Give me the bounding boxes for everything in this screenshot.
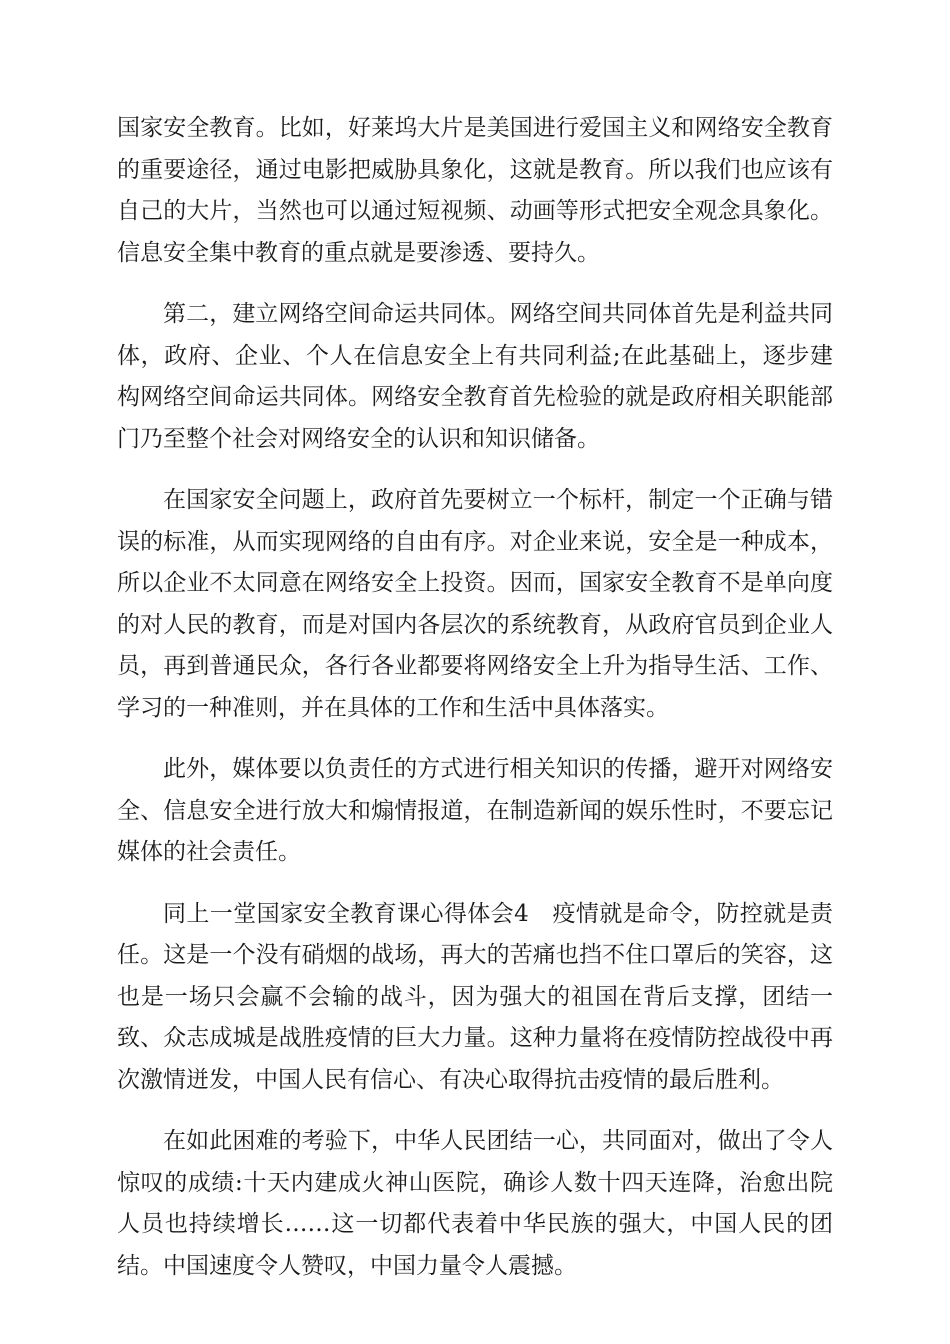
- paragraph-continuation: 国家安全教育。比如，好莱坞大片是美国进行爱国主义和网络安全教育的重要途径，通过电影把威胁具象化，这就是教育。所以我们也应该有自己的大片，当然也可以通过短视频、动画等形式把安全观念具象化。信息安全集中教育的重点就是要渗透、要持久。: [117, 115, 833, 266]
- paragraph-essay-4-intro: 同上一堂国家安全教育课心得体会4 疫情就是命令，防控就是责任。这是一个没有硝烟的战场，再大的苦痛也挡不住口罩后的笑容，这也是一场只会赢不会输的战斗，因为强大的祖国在背后支撑，团结一致、众志成城是战胜疫情的巨大力量。这种力量将在疫情防控战役中再次激情迸发，中国人民有信心、有决心取得抗击疫情的最后胜利。: [117, 900, 833, 1093]
- paragraph-china-achievements: 在如此困难的考验下，中华人民团结一心，共同面对，做出了令人惊叹的成绩:十天内建成火神山医院，确诊人数十四天连降，治愈出院人员也持续增长……这一切都代表着中华民族的强大，中国人民的团结。中国速度令人赞叹，中国力量令人震撼。: [117, 1128, 833, 1279]
- paragraph-media-responsibility: 此外，媒体要以负责任的方式进行相关知识的传播，避开对网络安全、信息安全进行放大和煽情报道，在制造新闻的娱乐性时，不要忘记媒体的社会责任。: [117, 756, 833, 865]
- paragraph-government-standard: 在国家安全问题上，政府首先要树立一个标杆，制定一个正确与错误的标准，从而实现网络的自由有序。对企业来说，安全是一种成本，所以企业不太同意在网络安全上投资。因而，国家安全教育不是单向度的对人民的教育，而是对国内各层次的系统教育，从政府官员到企业人员，再到普通民众，各行各业都要将网络安全上升为指导生活、工作、学习的一种准则，并在具体的工作和生活中具体落实。: [117, 487, 833, 721]
- document-page: [117, 108, 833, 1307]
- paragraph-cyberspace-community: 第二，建立网络空间命运共同体。网络空间共同体首先是利益共同体，政府、企业、个人在信息安全上有共同利益;在此基础上，逐步建构网络空间命运共同体。网络安全教育首先检验的就是政府相关职能部门乃至整个社会对网络安全的认识和知识储备。: [117, 301, 833, 452]
